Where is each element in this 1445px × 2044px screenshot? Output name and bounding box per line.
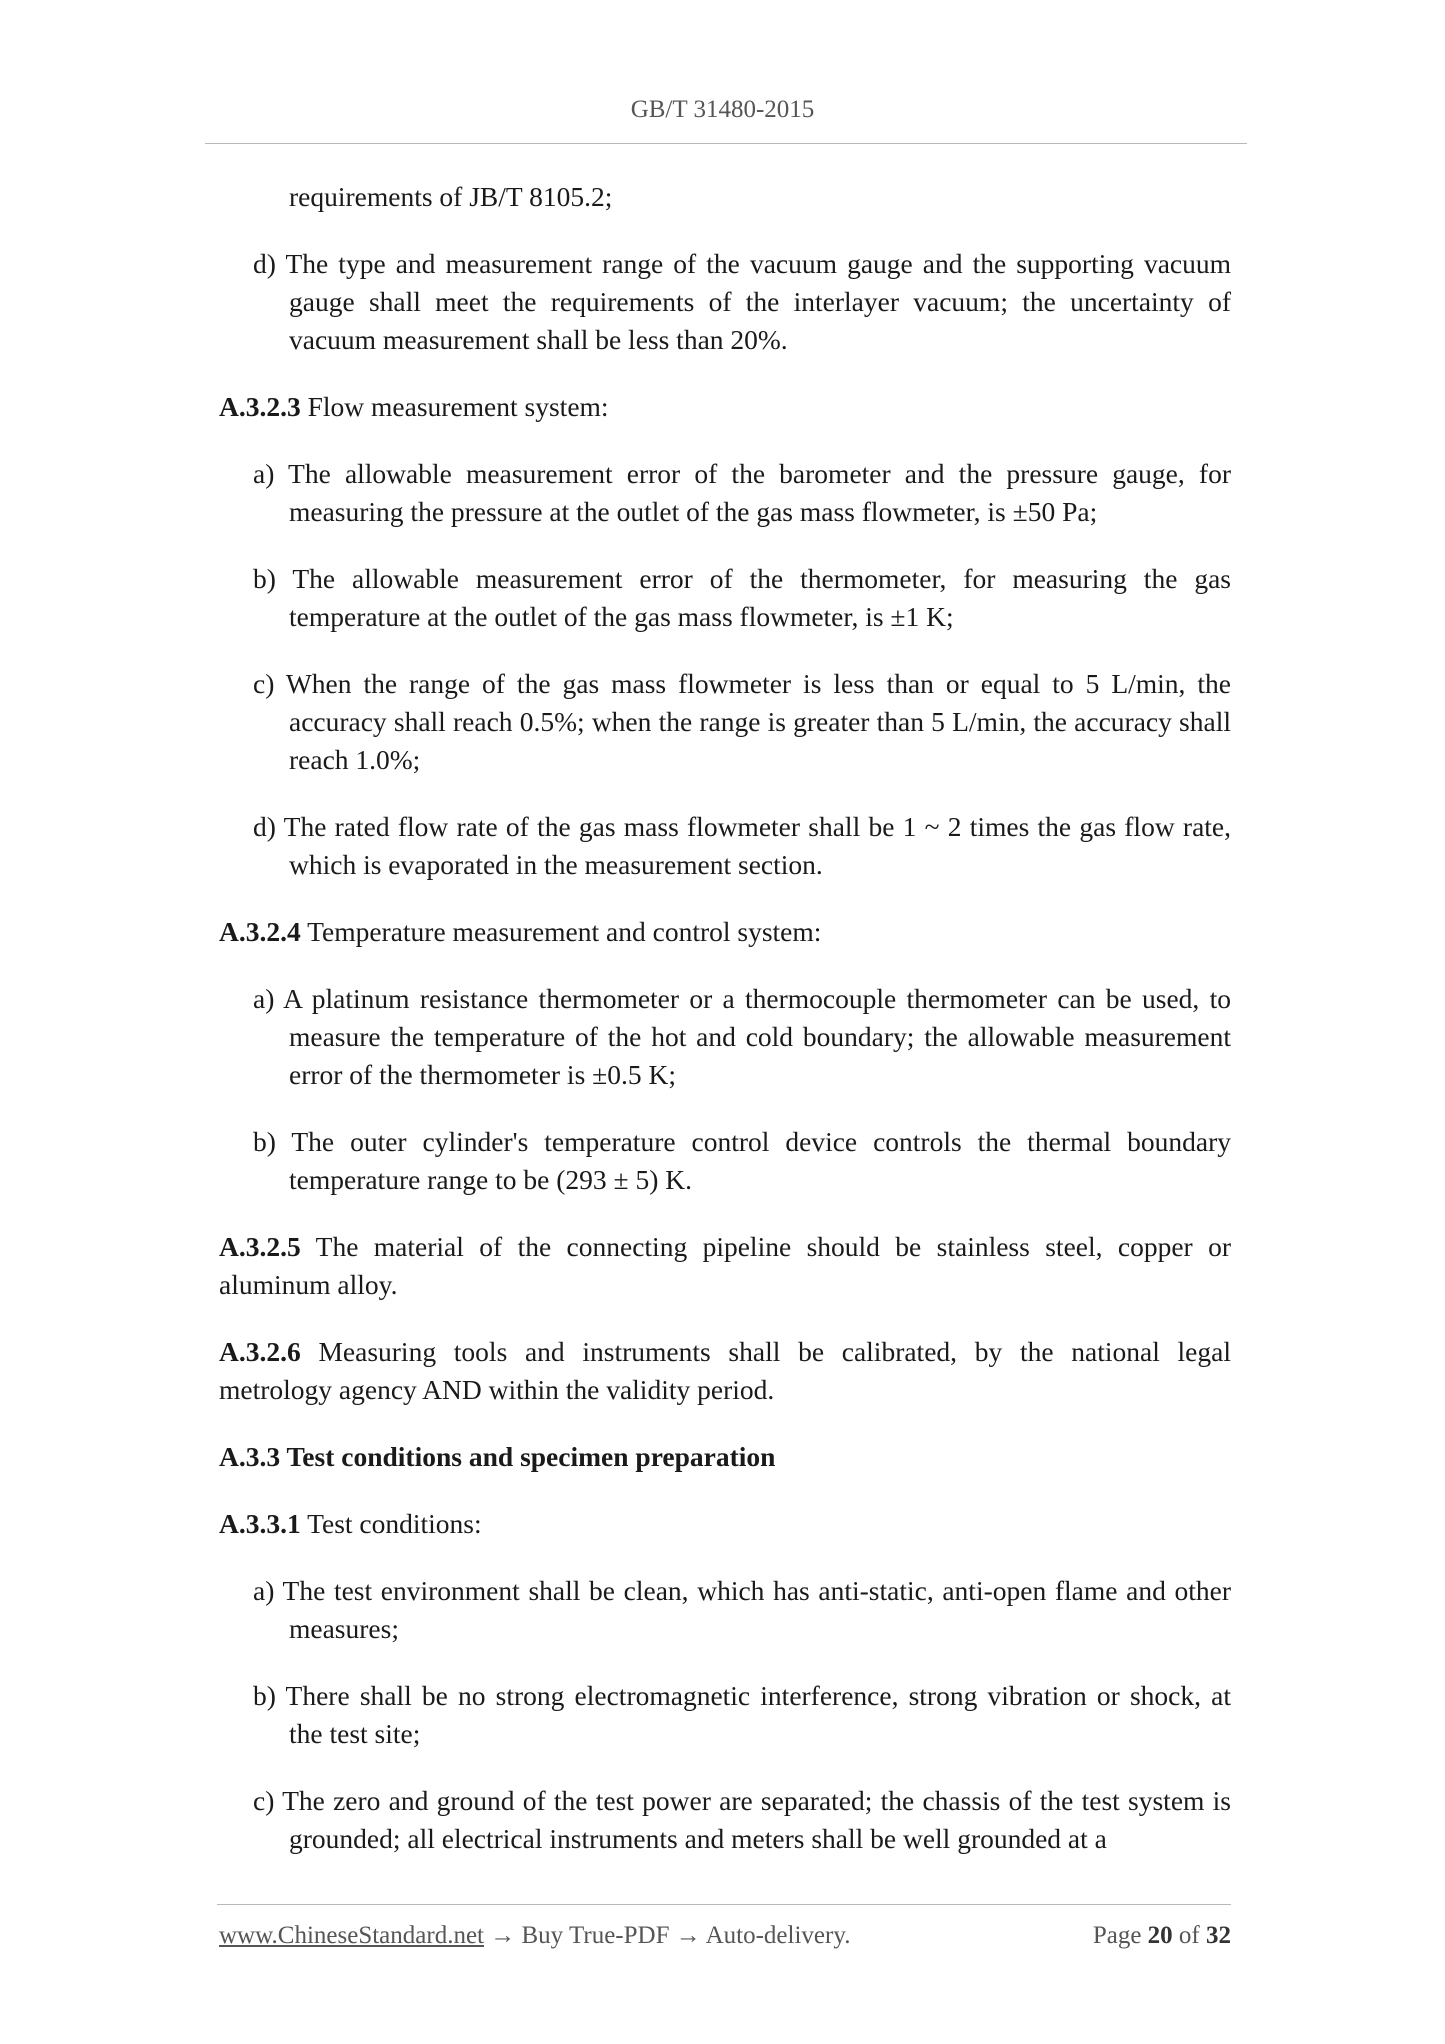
section-text: The material of the connecting pipeline should be stainless steel, copper or aluminum alloy.: [219, 1231, 1231, 1300]
list-item: b) The allowable measurement error of the thermometer, for measuring the gas temperature at the outlet of the gas mass flowmeter, is ±1 K;: [253, 563, 1231, 632]
section-a324: [219, 913, 1231, 951]
section-number: A.3.2.5: [219, 1231, 301, 1262]
section-text: Measuring tools and instruments shall be calibrated, by the national legal metrology agency AND within the validity period.: [219, 1336, 1231, 1405]
page-content: [219, 178, 1231, 1887]
list-item: a) The allowable measurement error of the barometer and the pressure gauge, for measuring the pressure at the outlet of the gas mass flowmeter, is ±50 Pa;: [253, 458, 1231, 527]
section-a331: [219, 1505, 1231, 1543]
list-item: d) The type and measurement range of the vacuum gauge and the supporting vacuum gauge shall meet the requirements of the interlayer vacuum; the uncertainty of vacuum measurement shall be less than 20%.: [253, 248, 1231, 355]
section-title: Temperature measurement and control system:: [300, 916, 822, 947]
section-number: A.3.2.6: [219, 1336, 301, 1367]
buy-text: Buy True-PDF: [515, 1922, 676, 1949]
section-heading-a33: A.3.3 Test conditions and specimen preparation: [219, 1441, 776, 1472]
header-divider: [205, 143, 1247, 144]
of-label: of: [1172, 1922, 1206, 1949]
page-number: 20: [1147, 1922, 1173, 1949]
section-a326: [219, 1333, 1231, 1409]
arrow-right-icon: →: [490, 1922, 516, 1949]
section-a323: [219, 388, 1231, 426]
list-item: c) When the range of the gas mass flowmeter is less than or equal to 5 L/min, the accuracy shall reach 0.5%; when the range is greater than 5 L/min, the accuracy shall reach 1.0%;: [253, 668, 1231, 775]
section-a325: [219, 1228, 1231, 1304]
list-item: a) The test environment shall be clean, which has anti-static, anti-open flame and other measures;: [253, 1575, 1231, 1644]
page-footer: [219, 1922, 1231, 1950]
list-item: d) The rated flow rate of the gas mass flowmeter shall be 1 ~ 2 times the gas flow rate, which is evaporated in the measurement section.: [253, 811, 1231, 880]
list-item: b) The outer cylinder's temperature control device controls the thermal boundary temperature range to be (293 ± 5) K.: [253, 1126, 1231, 1195]
section-title: Flow measurement system:: [300, 391, 609, 422]
page-total: 32: [1206, 1922, 1231, 1949]
list-item: a) A platinum resistance thermometer or a thermocouple thermometer can be used, to measure the temperature of the hot and cold boundary; the allowable measurement error of the thermometer is ±0.5 K;: [253, 983, 1231, 1090]
section-number: A.3.2.4: [219, 916, 301, 947]
delivery-text: Auto-delivery.: [700, 1922, 851, 1949]
page-indicator: [1093, 1922, 1231, 1950]
section-number: A.3.3.1: [219, 1508, 301, 1539]
section-title: Test conditions:: [300, 1508, 482, 1539]
section-number: A.3.2.3: [219, 391, 301, 422]
document-header: GB/T 31480-2015: [630, 96, 815, 123]
page-label: Page: [1092, 1922, 1148, 1949]
footer-divider: [217, 1904, 1231, 1905]
site-link[interactable]: www.ChineseStandard.net: [219, 1922, 484, 1949]
arrow-right-icon: →: [675, 1922, 701, 1949]
list-item: c) The zero and ground of the test power are separated; the chassis of the test system is grounded; all electrical instruments and meters shall be well grounded at a: [253, 1785, 1231, 1854]
list-item: requirements of JB/T 8105.2;: [289, 181, 613, 212]
list-item: b) There shall be no strong electromagnetic interference, strong vibration or shock, at the test site;: [253, 1680, 1231, 1749]
